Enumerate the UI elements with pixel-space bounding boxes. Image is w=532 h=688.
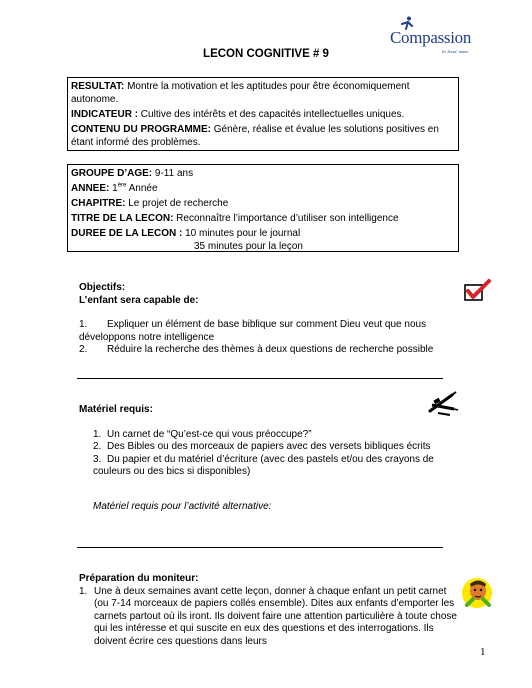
contenu-line [71, 123, 455, 149]
duree-text-1: 10 minutes pour le journal [182, 228, 301, 239]
objectifs-subheading: L’enfant sera capable de: [79, 294, 199, 306]
duree-label: DUREE DE LA LECON : [71, 228, 183, 239]
info-box-results [67, 77, 459, 151]
annee-num: 1 [109, 183, 118, 194]
indicateur-line [71, 108, 455, 121]
section-divider [77, 378, 443, 379]
objectifs-heading: Objectifs: [79, 282, 126, 293]
titre-line [71, 212, 455, 225]
indicateur-text: Cultive des intérêts et des capacités intellectuelles uniques. [138, 109, 405, 120]
preparation-num: 1. [79, 585, 88, 597]
materiel-text: Des Bibles ou des morceaux de papiers avec des versets bibliques écrits [107, 441, 431, 452]
checkmark-box-icon [464, 279, 492, 303]
objectif-item [79, 344, 449, 357]
materiel-num: 1. [93, 428, 102, 440]
annee-label: ANNEE: [71, 183, 110, 194]
preparation-text: Une à deux semaines avant cette leçon, donner à chaque enfant un petit carnet (ou 7-14 morceaux de papiers collés ensemble). Dites aux enfants d’emporter les carnets partout où ils iront. Ils doivent faire une attention particulière à toute chose qui les intéresse et qui suscite en eux des questions et des interrogations. Ils doivent écrire ces questions dans leurs [94, 585, 457, 647]
materiel-item [93, 441, 459, 454]
materiel-item [93, 429, 459, 442]
preparation-section [79, 573, 459, 648]
annee-line [71, 182, 455, 195]
titre-label: TITRE DE LA LECON: [71, 213, 174, 224]
materiel-heading: Matériel requis: [79, 404, 153, 415]
objectif-num: 2. [79, 344, 88, 355]
objectif-item [79, 319, 449, 344]
logo-text: Compassion [390, 28, 472, 47]
objectif-text: Expliquer un élément de base biblique sur comment Dieu veut que nous développons notre intelligence [79, 319, 427, 343]
annee-sup: ère [117, 182, 127, 189]
groupe-label: GROUPE D’AGE: [71, 168, 153, 179]
section-divider [77, 547, 443, 548]
duree-line [71, 227, 455, 240]
materiel-text: Un carnet de “Qu’est-ce qui vous préoccupe?” [107, 428, 312, 440]
pencil-tools-icon [428, 391, 460, 417]
objectif-text: Réduire la recherche des thèmes à deux questions de recherche possible [107, 344, 434, 355]
page-number: 1 [480, 646, 486, 658]
page-title: LECON COGNITIVE # 9 [203, 48, 329, 60]
materiel-alternative: Matériel requis pour l’activité alternative: [93, 500, 272, 512]
contenu-text: Génère, réalise et évalue les solutions positives en étant informé des problèmes. [71, 124, 439, 148]
materiel-item [93, 454, 459, 479]
materiel-num: 2. [93, 441, 102, 452]
resultat-line [71, 80, 455, 106]
objectifs-section [79, 282, 449, 357]
logo-tagline: In Jesus' name [442, 49, 469, 54]
materiel-section [79, 404, 459, 513]
preparation-heading: Préparation du moniteur: [79, 573, 199, 584]
chapitre-label: CHAPITRE: [71, 198, 126, 209]
duree-line-2 [194, 240, 455, 253]
preparation-item [79, 586, 459, 649]
objectif-num: 1. [79, 319, 88, 330]
resultat-label: RESULTAT: [71, 81, 125, 92]
titre-text: Reconnaître l’importance d’utiliser son intelligence [173, 213, 399, 224]
info-box-lesson [67, 164, 459, 252]
resultat-text: Montre la motivation et les aptitudes pour être économiquement autonome. [71, 81, 410, 105]
annee-text: Année [126, 183, 158, 194]
materiel-list [79, 429, 459, 479]
contenu-label: CONTENU DU PROGRAMME: [71, 124, 211, 135]
materiel-text: Du papier et du matériel d’écriture (avec des pastels et/ou des crayons de couleurs ou des bics si disponibles) [93, 453, 434, 477]
duree-text-2: 35 minutes pour la leçon [194, 241, 303, 252]
materiel-num: 3. [93, 453, 102, 465]
chapitre-text: Le projet de recherche [125, 198, 229, 209]
groupe-text: 9-11 ans [152, 168, 194, 179]
chapitre-line [71, 197, 455, 210]
teacher-face-icon [461, 575, 495, 611]
indicateur-label: INDICATEUR : [71, 109, 139, 120]
groupe-line [71, 167, 455, 180]
